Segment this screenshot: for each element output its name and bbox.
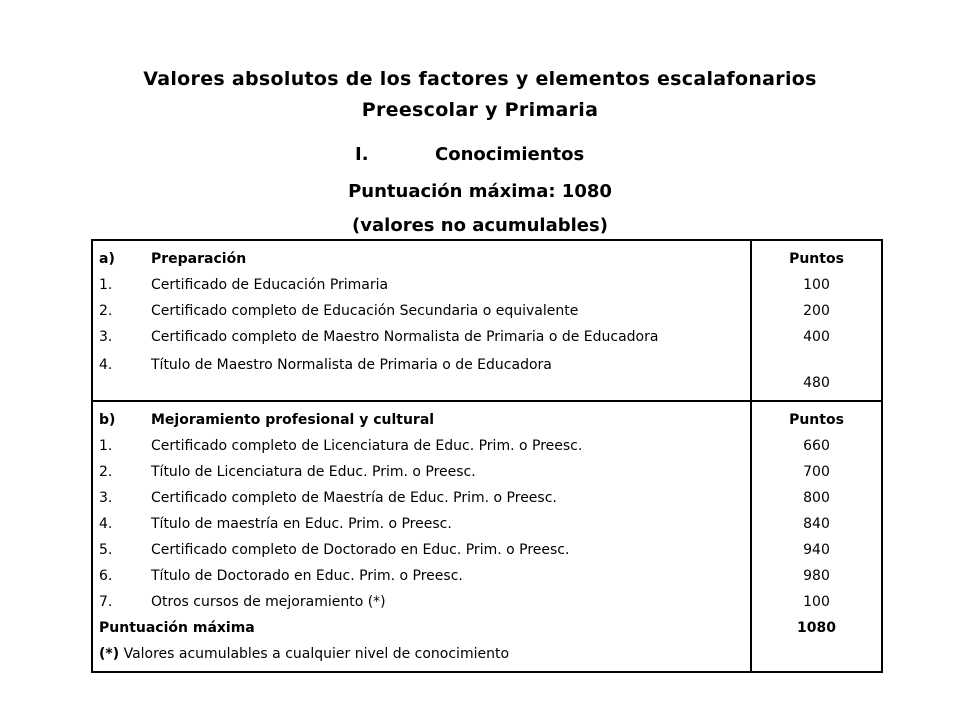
item-number: 4.	[99, 357, 113, 373]
points-value: 800	[803, 490, 830, 506]
list-item	[99, 433, 744, 459]
item-text: Certificado completo de Educación Secundaria o equivalente	[151, 303, 579, 319]
max-score-line: Puntuación máxima: 1080	[348, 181, 612, 202]
section-a-title: Preparación	[151, 251, 247, 267]
item-text: Título de Doctorado en Educ. Prim. o Preesc.	[151, 568, 463, 584]
list-item	[99, 459, 744, 485]
item-text: Título de Maestro Normalista de Primaria o de Educadora	[151, 357, 552, 373]
item-text: Otros cursos de mejoramiento (*)	[151, 594, 386, 610]
item-number: 1.	[99, 438, 113, 454]
footnote	[99, 641, 744, 667]
page-title: Valores absolutos de los factores y elementos escalafonarios	[143, 68, 817, 90]
points-value: 480	[803, 375, 830, 391]
list-item	[99, 352, 744, 378]
item-number: 3.	[99, 490, 113, 506]
section-a-row	[92, 240, 882, 401]
footnote-text: Valores acumulables a cualquier nivel de conocimiento	[119, 646, 510, 662]
list-item	[99, 511, 744, 537]
item-number: 2.	[99, 303, 113, 319]
item-text: Certificado completo de Licenciatura de Educ. Prim. o Preesc.	[151, 438, 583, 454]
section-a-letter: a)	[99, 251, 115, 267]
item-number: 3.	[99, 329, 113, 345]
scores-table	[91, 239, 883, 673]
item-number: 7.	[99, 594, 113, 610]
list-item	[99, 537, 744, 563]
max-score-value: 1080	[797, 620, 836, 636]
section-b-row	[92, 401, 882, 672]
list-item	[99, 324, 744, 352]
item-number: 5.	[99, 542, 113, 558]
item-number: 1.	[99, 277, 113, 293]
points-value: 840	[803, 516, 830, 532]
page-subtitle: Preescolar y Primaria	[361, 99, 599, 121]
points-value: 400	[803, 329, 830, 345]
points-value: 700	[803, 464, 830, 480]
item-number: 2.	[99, 464, 113, 480]
section-number: I.	[355, 144, 369, 165]
section-b-heading	[99, 407, 744, 433]
list-item	[99, 563, 744, 589]
points-value: 100	[803, 277, 830, 293]
section-title: Conocimientos	[435, 144, 585, 165]
section-a-heading	[99, 246, 744, 272]
list-item	[99, 589, 744, 615]
section-a-points-cell	[751, 240, 882, 401]
item-number: 4.	[99, 516, 113, 532]
points-value: 200	[803, 303, 830, 319]
non-cumulative-note: (valores no acumulables)	[352, 215, 608, 236]
points-value: 940	[803, 542, 830, 558]
points-value: 100	[803, 594, 830, 610]
item-text: Certificado completo de Maestro Normalista de Primaria o de Educadora	[151, 329, 659, 345]
item-text: Certificado de Educación Primaria	[151, 277, 389, 293]
points-value: 660	[803, 438, 830, 454]
section-b-letter: b)	[99, 412, 116, 428]
item-text: Título de maestría en Educ. Prim. o Preesc.	[151, 516, 452, 532]
section-b-title: Mejoramiento profesional y cultural	[151, 412, 435, 428]
max-score-label: Puntuación máxima	[99, 620, 255, 636]
points-header: Puntos	[789, 412, 844, 428]
footnote-mark: (*)	[99, 646, 120, 662]
points-header: Puntos	[789, 251, 844, 267]
section-b-points-cell	[751, 401, 882, 672]
section-b-items-cell	[92, 401, 751, 672]
list-item	[99, 485, 744, 511]
section-heading	[355, 144, 584, 165]
item-text: Certificado completo de Doctorado en Educ. Prim. o Preesc.	[151, 542, 570, 558]
item-text: Título de Licenciatura de Educ. Prim. o Preesc.	[151, 464, 476, 480]
item-number: 6.	[99, 568, 113, 584]
list-item	[99, 298, 744, 324]
points-value: 980	[803, 568, 830, 584]
item-text: Certificado completo de Maestría de Educ. Prim. o Preesc.	[151, 490, 557, 506]
list-item	[99, 272, 744, 298]
section-a-items-cell	[92, 240, 751, 401]
